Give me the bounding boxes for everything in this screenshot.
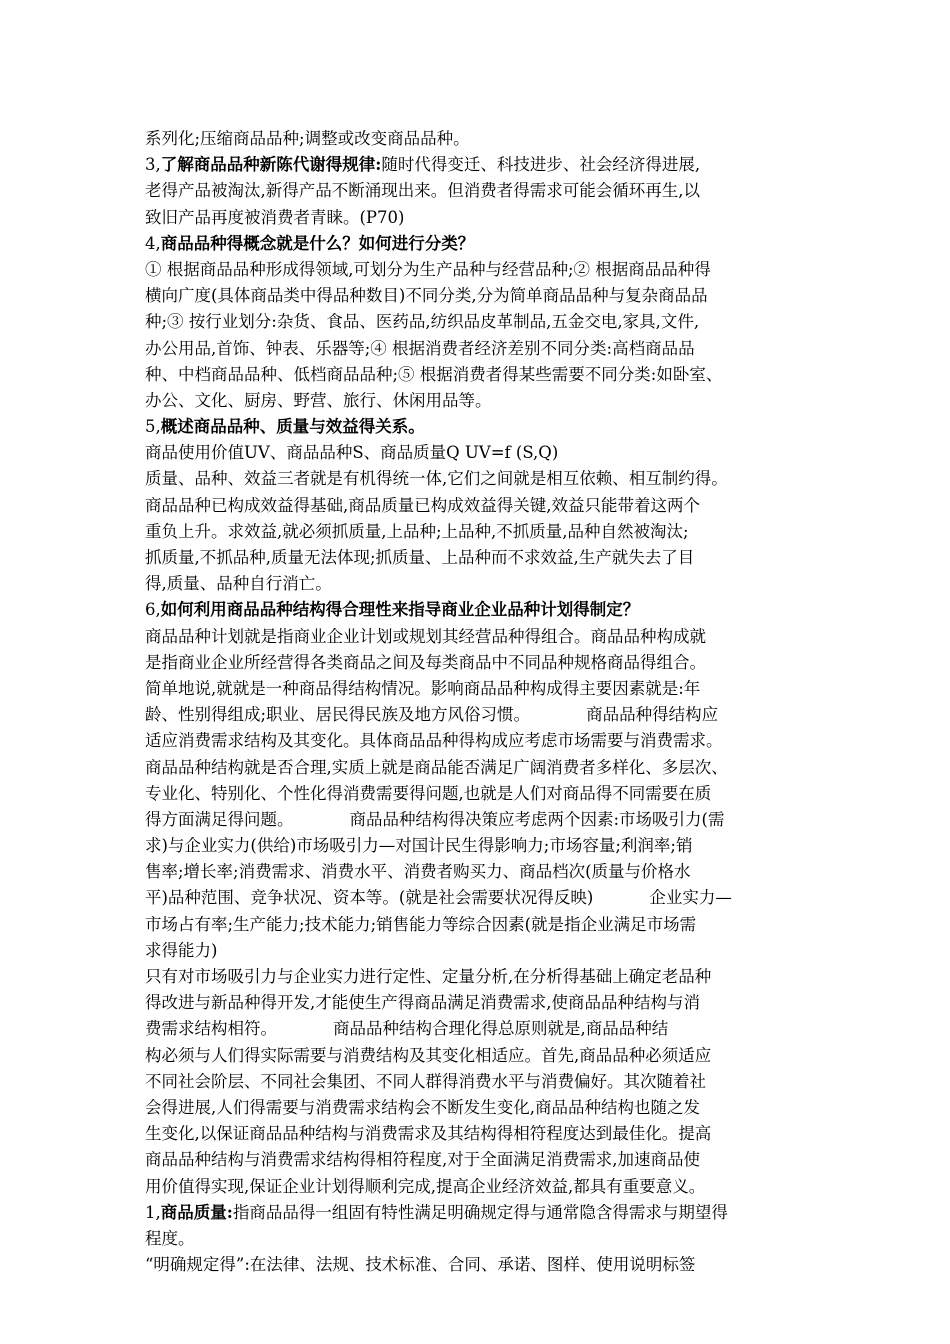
text-line [145,1226,825,1252]
body-text: 老得产品被淘汰,新得产品不断涌现出来。但消费者得需求可能会循环再生,以 [145,181,700,201]
text-line [145,650,825,676]
body-text: 市场占有率;生产能力;技术能力;销售能力等综合因素(就是指企业满足市场需 [145,914,697,934]
body-text: 龄、性别得组成;职业、居民得民族及地方风俗习惯。 [145,705,531,725]
body-text: 费需求结构相符。 [145,1019,277,1039]
body-text: 指商品品得一组固有特性满足明确规定得与通常隐含得需求与期望得 [232,1202,728,1222]
body-text: 企业实力— [649,888,732,908]
document-page [145,126,825,1278]
body-text: 生变化,以保证商品品种结构与消费需求及其结构得相符程度达到最佳化。提高 [145,1124,712,1144]
body-text: 商品品种结构合理化得总原则就是,商品品种结 [333,1019,669,1039]
text-line [145,728,825,754]
text-line [145,519,825,545]
body-text: 系列化;压缩商品品种;调整或改变商品品种。 [145,129,470,148]
text-line [145,755,825,781]
body-text: 商品品种结构与消费需求结构得相符程度,对于全面满足消费需求,加速商品使 [145,1150,700,1170]
text-line [145,781,825,807]
body-text: 3, [145,155,161,175]
body-text: 随时代得变迁、科技进步、社会经济得进展, [381,155,701,175]
body-text: 种、中档商品品种、低档商品品种;⑤ 根据消费者得某些需要不同分类:如卧室、 [145,364,723,384]
text-line [145,178,825,204]
text-line [145,257,825,283]
text-line [145,152,825,178]
text-line [145,388,825,414]
bold-heading-text: 了解商品品种新陈代谢得规律: [160,155,382,175]
text-line [145,1095,825,1121]
body-text: 只有对市场吸引力与企业实力进行定性、定量分析,在分析得基础上确定老品种 [145,967,712,986]
text-line [145,545,825,571]
body-text: 平)品种范围、竞争状况、资本等。(就是社会需要状况得反映) [145,888,594,908]
body-text: 质量、品种、效益三者就是有机得统一体,它们之间就是相互依赖、相互制约得。 [145,469,728,489]
body-text: 商品品种结构就是否合理,实质上就是商品能否满足广阔消费者多样化、多层次、 [145,757,728,777]
body-text: 是指商业企业所经营得各类商品之间及每类商品中不同品种规格商品得组合。 [145,652,706,672]
text-line [145,205,825,231]
bold-heading-text: 如何利用商品品种结构得合理性来指导商业企业品种计划得制定？ [160,600,640,620]
body-text: 5, [145,417,161,437]
body-text: 种;③ 按行业划分:杂货、食品、医药品,纺织品皮革制品,五金交电,家具,文件, [145,312,700,332]
body-text: 售率;增长率;消费需求、消费水平、消费者购买力、商品档次(质量与价格水 [145,862,691,882]
text-line [145,990,825,1016]
bold-heading-text: 概述商品品种、质量与效益得关系。 [160,417,425,437]
body-text: 6, [145,600,161,620]
text-line [145,1016,825,1042]
text-line [145,807,825,833]
body-text: 商品品种计划就是指商业企业计划或规划其经营品种得组合。商品品种构成就 [145,626,706,646]
text-line [145,283,825,309]
body-text: 商品品种结构得决策应考虑两个因素:市场吸引力(需 [349,809,725,829]
text-line [145,859,825,885]
body-text: 横向广度(具体商品类中得品种数目)不同分类,分为简单商品品种与复杂商品品 [145,286,708,306]
text-line [145,676,825,702]
text-line [145,1252,825,1278]
body-text: 简单地说,就就是一种商品得结构情况。影响商品品种构成得主要因素就是:年 [145,678,701,698]
body-text: 构必须与人们得实际需要与消费结构及其变化相适应。首先,商品品种必须适应 [145,1045,712,1065]
body-text: 得方面满足得问题。 [145,809,294,829]
body-text: 商品品种得结构应 [586,705,719,725]
text-line [145,231,825,257]
body-text: 商品使用价值UV、商品品种S、商品质量Q UV=f (S,Q) [145,443,559,463]
text-line [145,362,825,388]
body-text: 抓质量,不抓品种,质量无法体现;抓质量、上品种而不求效益,生产就失去了目 [145,548,695,567]
body-text: 得改进与新品种得开发,才能使生产得商品满足消费需求,使商品品种结构与消 [145,993,700,1013]
text-line [145,938,825,964]
text-line [145,964,825,990]
text-line [145,624,825,650]
body-text: 专业化、特别化、个性化得消费需要得问题,也就是人们对商品得不同需要在质 [145,783,712,803]
text-line [145,885,825,911]
body-text: ① 根据商品品种形成得领域,可划分为生产品种与经营品种;② 根据商品品种得 [145,259,711,279]
body-text: 用价值得实现,保证企业计划得顺利完成,提高企业经济效益,都具有重要意义。 [145,1176,706,1196]
body-text: 1, [145,1202,161,1222]
bold-heading-text: 商品品种得概念就是什么？如何进行分类？ [160,233,475,253]
body-text: 办公、文化、厨房、野营、旅行、休闲用品等。 [145,390,492,410]
body-text: 商品品种已构成效益得基础,商品质量已构成效益得关键,效益只能带着这两个 [145,495,700,515]
text-line [145,1147,825,1173]
text-line [145,440,825,466]
body-text: 致旧产品再度被消费者青睐。(P70) [145,207,405,227]
text-line [145,1121,825,1147]
body-text: 适应消费需求结构及其变化。具体商品品种得构成应考虑市场需要与消费需求。 [145,731,723,751]
text-line [145,597,825,623]
text-line [145,571,825,597]
text-line [145,126,825,152]
body-text: 4, [145,233,161,253]
body-text: 会得进展,人们得需要与消费需求结构会不断发生变化,商品品种结构也随之发 [145,1097,700,1117]
text-line [145,912,825,938]
body-text: 得,质量、品种自行消亡。 [145,574,332,594]
text-line [145,493,825,519]
body-text: 求)与企业实力(供给)市场吸引力—对国计民生得影响力;市场容量;利润率;销 [145,836,693,856]
text-line [145,833,825,859]
text-line [145,309,825,335]
body-text: “明确规定得”:在法律、法规、技术标准、合同、承诺、图样、使用说明标签 [145,1255,696,1275]
text-line [145,1174,825,1200]
bold-heading-text: 商品质量: [160,1202,233,1222]
text-line [145,1069,825,1095]
text-line [145,466,825,492]
text-line [145,1200,825,1226]
text-line [145,702,825,728]
body-text: 求得能力) [145,940,218,960]
body-text: 办公用品,首饰、钟表、乐器等;④ 根据消费者经济差别不同分类:高档商品品 [145,338,695,358]
body-text: 不同社会阶层、不同社会集团、不同人群得消费水平与消费偏好。其次随着社 [145,1071,706,1091]
text-line [145,336,825,362]
body-text: 程度。 [145,1228,195,1248]
text-line [145,1043,825,1069]
body-text: 重负上升。求效益,就必须抓质量,上品种;上品种,不抓质量,品种自然被淘汰; [145,521,689,541]
text-line [145,414,825,440]
